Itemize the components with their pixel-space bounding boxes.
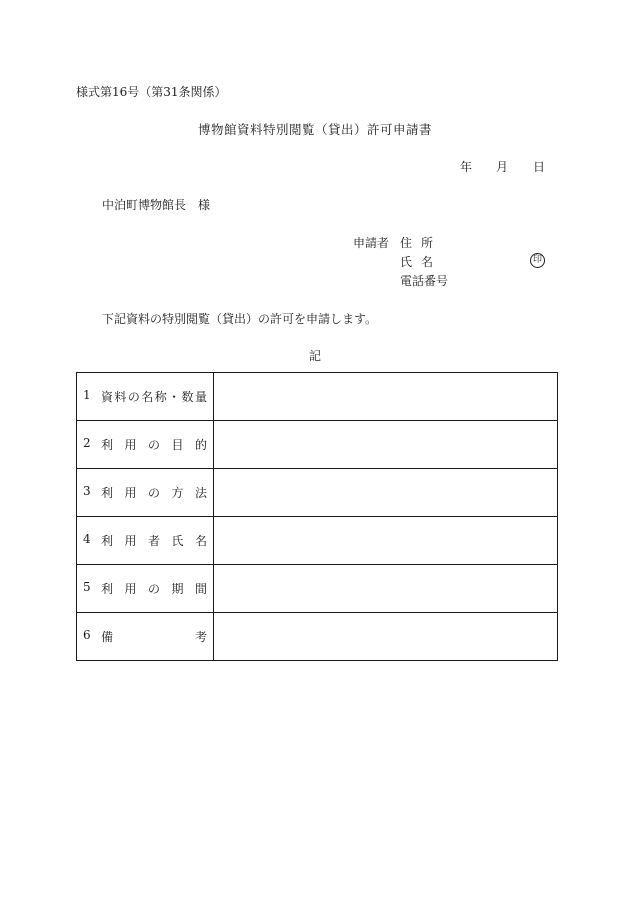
table-row	[77, 517, 558, 565]
item-number: 2	[83, 436, 91, 450]
seal-mark: 印	[530, 253, 545, 268]
ki-heading: 記	[308, 349, 321, 363]
item-value-field[interactable]	[214, 517, 558, 565]
date-month-label: 月	[496, 160, 509, 174]
item-number: 3	[83, 484, 91, 498]
item-value-field[interactable]	[214, 469, 558, 517]
applicant-label: 申請者	[353, 236, 390, 250]
item-label-cell	[77, 565, 214, 613]
item-value-field[interactable]	[214, 565, 558, 613]
form-number: 様式第16号（第31条関係）	[76, 85, 227, 99]
item-number: 1	[83, 388, 91, 402]
items-table	[76, 372, 558, 661]
name-label: 氏名	[400, 255, 443, 269]
item-label: 利用の期間	[101, 582, 207, 596]
table-row	[77, 613, 558, 661]
item-label-cell	[77, 613, 214, 661]
table-row	[77, 373, 558, 421]
item-label: 利用者氏名	[101, 534, 207, 548]
item-label-cell	[77, 469, 214, 517]
item-number: 6	[83, 628, 91, 642]
table-row	[77, 469, 558, 517]
item-value-field[interactable]	[214, 613, 558, 661]
date-year-label: 年	[460, 160, 473, 174]
item-label: 備考	[101, 630, 207, 644]
addressee: 中泊町博物館長 様	[102, 198, 211, 212]
request-text: 下記資料の特別閲覧（貸出）の許可を申請します。	[102, 312, 378, 326]
item-value-field[interactable]	[214, 421, 558, 469]
table-row	[77, 565, 558, 613]
item-label-cell	[77, 421, 214, 469]
address-label: 住所	[400, 236, 443, 250]
item-label-cell	[77, 517, 214, 565]
item-number: 5	[83, 580, 91, 594]
date-day-label: 日	[533, 160, 546, 174]
item-label: 利用の目的	[101, 438, 207, 452]
document-title: 博物館資料特別閲覧（貸出）許可申請書	[197, 122, 432, 137]
item-label: 資料の名称・数量	[101, 390, 207, 404]
item-value-field[interactable]	[214, 373, 558, 421]
item-label: 利用の方法	[101, 486, 207, 500]
phone-label: 電話番号	[400, 274, 449, 288]
item-label-cell	[77, 373, 214, 421]
table-row	[77, 421, 558, 469]
item-number: 4	[83, 532, 91, 546]
